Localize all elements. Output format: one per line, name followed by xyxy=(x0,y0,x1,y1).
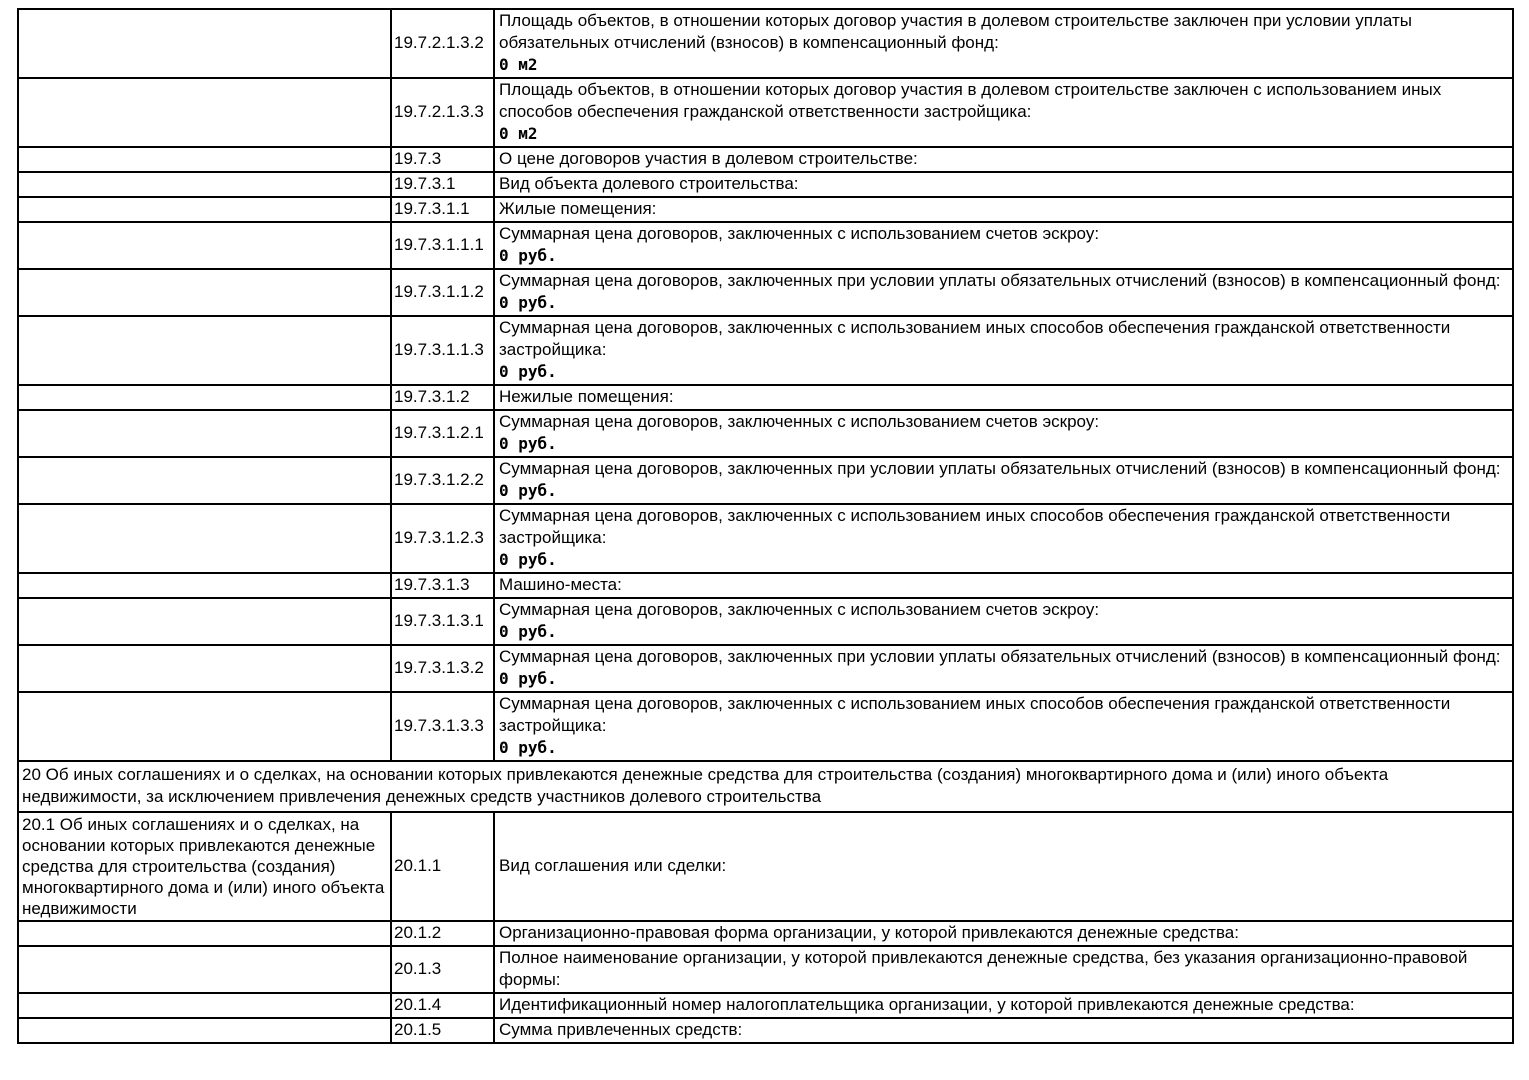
row-label: Сумма привлеченных средств: xyxy=(499,1020,743,1039)
row-left-cell xyxy=(18,316,391,385)
row-left-cell xyxy=(18,410,391,457)
row-number-cell xyxy=(391,385,494,410)
row-label: Суммарная цена договоров, заключенных с использованием иных способов обеспечения гражданской ответственности застройщика: xyxy=(499,694,1451,735)
row-value: 0 руб. xyxy=(499,622,557,641)
section-header-text: 20 Об иных соглашениях и о сделках, на основании которых привлекаются денежные средства для строительства (создания) многоквартирного дома и (или) иного объекта недвижимости, за исключением привлечения денежных средств участников долевого строительства xyxy=(22,765,1389,806)
table-row xyxy=(18,147,1513,172)
row-label: Вид объекта долевого строительства: xyxy=(499,174,799,193)
row-number: 20.1.1 xyxy=(394,856,442,875)
table-row xyxy=(18,172,1513,197)
table-row xyxy=(18,946,1513,993)
row-number: 19.7.3.1.2.1 xyxy=(394,423,484,442)
row-number: 19.7.2.1.3.2 xyxy=(394,33,484,52)
table-row xyxy=(18,222,1513,269)
row-content-cell xyxy=(494,946,1513,993)
row-left-cell xyxy=(18,812,391,921)
row-number-cell xyxy=(391,172,494,197)
row-content-cell xyxy=(494,921,1513,946)
row-number-cell xyxy=(391,410,494,457)
row-value: 0 руб. xyxy=(499,293,557,312)
row-left-cell xyxy=(18,946,391,993)
row-content-cell xyxy=(494,147,1513,172)
row-left-cell xyxy=(18,504,391,573)
row-content-cell xyxy=(494,197,1513,222)
row-value: 0 руб. xyxy=(499,362,557,381)
table-row xyxy=(18,598,1513,645)
table-row xyxy=(18,385,1513,410)
row-label: Суммарная цена договоров, заключенных при условии уплаты обязательных отчислений (взносов) в компенсационный фонд: xyxy=(499,271,1501,290)
row-value: 0 м2 xyxy=(499,55,538,74)
table-row xyxy=(18,1018,1513,1043)
table-row xyxy=(18,761,1513,812)
row-content-cell xyxy=(494,573,1513,598)
row-content-cell xyxy=(494,410,1513,457)
row-left-cell xyxy=(18,1018,391,1043)
table-row xyxy=(18,993,1513,1018)
row-content-cell xyxy=(494,78,1513,147)
row-number: 19.7.3.1.1.1 xyxy=(394,235,484,254)
row-left-text: 20.1 Об иных соглашениях и о сделках, на основании которых привлекаются денежные средства для строительства (создания) многоквартирного дома и (или) иного объекта недвижимости xyxy=(22,815,385,918)
row-value: 0 руб. xyxy=(499,669,557,688)
row-number-cell xyxy=(391,9,494,78)
row-number-cell xyxy=(391,993,494,1018)
row-value: 0 руб. xyxy=(499,550,557,569)
row-number-cell xyxy=(391,147,494,172)
declaration-table-body xyxy=(18,9,1513,1043)
row-value: 0 руб. xyxy=(499,481,557,500)
row-number: 19.7.3.1.1.2 xyxy=(394,282,484,301)
row-number-cell xyxy=(391,946,494,993)
row-number: 19.7.3.1.1 xyxy=(394,199,470,218)
row-left-cell xyxy=(18,645,391,692)
row-number: 19.7.3.1.3.3 xyxy=(394,716,484,735)
row-left-cell xyxy=(18,692,391,761)
row-content-cell xyxy=(494,9,1513,78)
row-number: 19.7.3 xyxy=(394,149,442,168)
row-content-cell xyxy=(494,504,1513,573)
table-row xyxy=(18,269,1513,316)
row-number: 19.7.3.1.3 xyxy=(394,575,470,594)
row-content-cell xyxy=(494,316,1513,385)
row-label: Суммарная цена договоров, заключенных при условии уплаты обязательных отчислений (взносов) в компенсационный фонд: xyxy=(499,647,1501,666)
table-row xyxy=(18,78,1513,147)
row-value: 0 руб. xyxy=(499,434,557,453)
row-content-cell xyxy=(494,1018,1513,1043)
row-number-cell xyxy=(391,692,494,761)
table-row xyxy=(18,645,1513,692)
row-number: 20.1.4 xyxy=(394,995,442,1014)
row-content-cell xyxy=(494,269,1513,316)
row-value: 0 руб. xyxy=(499,246,557,265)
row-label: Суммарная цена договоров, заключенных с использованием счетов эскроу: xyxy=(499,224,1100,243)
row-number-cell xyxy=(391,573,494,598)
table-row xyxy=(18,9,1513,78)
table-row xyxy=(18,692,1513,761)
row-content-cell xyxy=(494,222,1513,269)
row-number: 20.1.2 xyxy=(394,923,442,942)
row-content-cell xyxy=(494,692,1513,761)
row-left-cell xyxy=(18,222,391,269)
row-label: Организационно-правовая форма организации, у которой привлекаются денежные средства: xyxy=(499,923,1239,942)
row-left-cell xyxy=(18,993,391,1018)
table-row xyxy=(18,504,1513,573)
table-row xyxy=(18,457,1513,504)
row-label: Площадь объектов, в отношении которых договор участия в долевом строительстве заключен при условии уплаты обязательных отчислений (взносов) в компенсационный фонд: xyxy=(499,11,1412,52)
row-number-cell xyxy=(391,812,494,921)
row-label: Суммарная цена договоров, заключенных с использованием счетов эскроу: xyxy=(499,600,1100,619)
row-number: 19.7.3.1.3.1 xyxy=(394,611,484,630)
row-label: Суммарная цена договоров, заключенных с использованием счетов эскроу: xyxy=(499,412,1100,431)
row-content-cell xyxy=(494,993,1513,1018)
row-left-cell xyxy=(18,9,391,78)
row-number: 19.7.3.1 xyxy=(394,174,456,193)
row-left-cell xyxy=(18,921,391,946)
row-number: 19.7.2.1.3.3 xyxy=(394,102,484,121)
row-label: Суммарная цена договоров, заключенных с использованием иных способов обеспечения гражданской ответственности застройщика: xyxy=(499,318,1451,359)
row-number-cell xyxy=(391,78,494,147)
row-content-cell xyxy=(494,172,1513,197)
row-number-cell xyxy=(391,645,494,692)
row-left-cell xyxy=(18,457,391,504)
row-number-cell xyxy=(391,316,494,385)
declaration-table xyxy=(17,8,1514,1044)
table-row xyxy=(18,410,1513,457)
row-number-cell xyxy=(391,269,494,316)
row-content-cell xyxy=(494,385,1513,410)
row-label: Суммарная цена договоров, заключенных с использованием иных способов обеспечения гражданской ответственности застройщика: xyxy=(499,506,1451,547)
row-label: Идентификационный номер налогоплательщика организации, у которой привлекаются денежные средства: xyxy=(499,995,1355,1014)
row-number-cell xyxy=(391,197,494,222)
row-label: Площадь объектов, в отношении которых договор участия в долевом строительстве заключен с использованием иных способов обеспечения гражданской ответственности застройщика: xyxy=(499,80,1442,121)
row-label: О цене договоров участия в долевом строительстве: xyxy=(499,149,918,168)
row-label: Суммарная цена договоров, заключенных при условии уплаты обязательных отчислений (взносов) в компенсационный фонд: xyxy=(499,459,1501,478)
section-header-cell xyxy=(18,761,1513,812)
table-row xyxy=(18,316,1513,385)
row-number: 19.7.3.1.1.3 xyxy=(394,340,484,359)
table-row xyxy=(18,812,1513,921)
row-value: 0 м2 xyxy=(499,124,538,143)
table-row xyxy=(18,573,1513,598)
row-content-cell xyxy=(494,598,1513,645)
row-number-cell xyxy=(391,598,494,645)
table-row xyxy=(18,921,1513,946)
row-number-cell xyxy=(391,222,494,269)
row-number-cell xyxy=(391,921,494,946)
row-number-cell xyxy=(391,1018,494,1043)
row-number: 19.7.3.1.2.2 xyxy=(394,470,484,489)
row-left-cell xyxy=(18,385,391,410)
row-number: 19.7.3.1.2.3 xyxy=(394,528,484,547)
row-number: 20.1.3 xyxy=(394,959,442,978)
row-left-cell xyxy=(18,78,391,147)
row-number: 19.7.3.1.2 xyxy=(394,387,470,406)
row-label: Машино-места: xyxy=(499,575,622,594)
row-left-cell xyxy=(18,598,391,645)
row-left-cell xyxy=(18,269,391,316)
row-content-cell xyxy=(494,645,1513,692)
row-number: 19.7.3.1.3.2 xyxy=(394,658,484,677)
row-left-cell xyxy=(18,573,391,598)
row-content-cell xyxy=(494,812,1513,921)
row-content-cell xyxy=(494,457,1513,504)
row-number: 20.1.5 xyxy=(394,1020,442,1039)
row-number-cell xyxy=(391,457,494,504)
row-label: Вид соглашения или сделки: xyxy=(499,856,727,875)
row-left-cell xyxy=(18,172,391,197)
row-left-cell xyxy=(18,147,391,172)
table-row xyxy=(18,197,1513,222)
row-label: Полное наименование организации, у которой привлекаются денежные средства, без указания организационно-правовой формы: xyxy=(499,948,1468,989)
row-value: 0 руб. xyxy=(499,738,557,757)
row-left-cell xyxy=(18,197,391,222)
row-label: Нежилые помещения: xyxy=(499,387,674,406)
row-label: Жилые помещения: xyxy=(499,199,657,218)
row-number-cell xyxy=(391,504,494,573)
